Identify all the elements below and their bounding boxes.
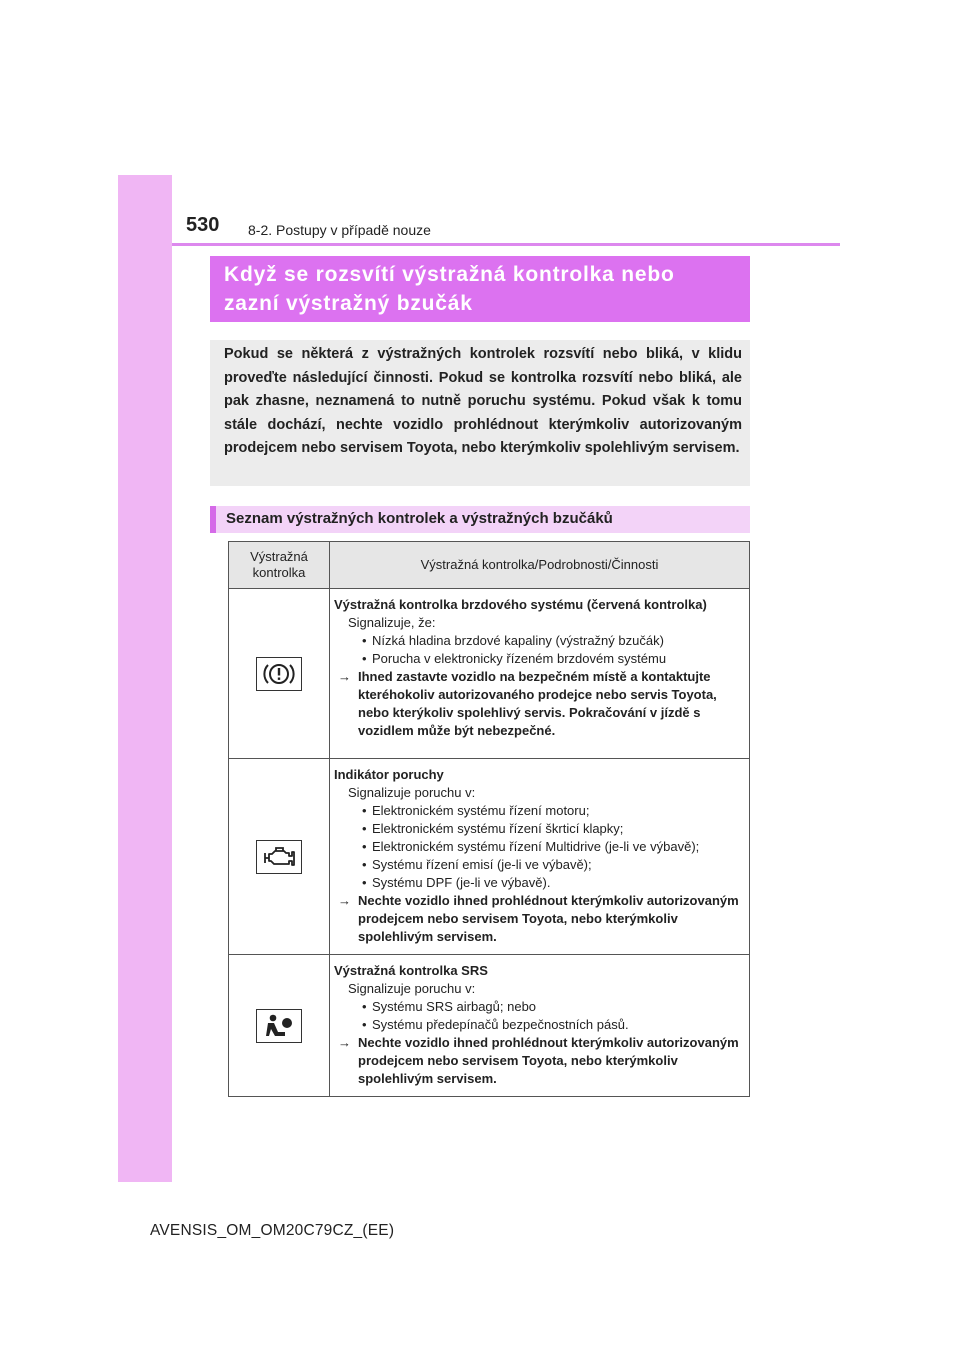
warning-action-text: Ihned zastavte vozidlo na bezpečném místě a kontaktujte kteréhokoliv autorizovaného prodejce nebo servis Toyota, nebo kterýkoliv spolehlivý servis. Pokračování v jízdě s vozidlem může být nebezpečné. (358, 669, 717, 738)
table-row (229, 759, 750, 955)
list-item: • Elektronickém systému řízení motoru; (362, 802, 747, 820)
list-item: • Systému řízení emisí (je-li ve výbavě); (362, 856, 747, 874)
arrow-icon: → (338, 893, 351, 908)
warning-bullets (334, 998, 747, 1034)
side-tab-strip (118, 175, 172, 1182)
warning-action-text: Nechte vozidlo ihned prohlédnout kterýmkoliv autorizovaným prodejcem nebo servisem Toyota, nebo kterýmkoliv spolehlivým servisem. (358, 893, 739, 944)
warning-action (334, 668, 747, 740)
warning-signal: Signalizuje poruchu v: (348, 785, 476, 800)
list-item: • Systému SRS airbagů; nebo (362, 998, 747, 1016)
arrow-icon: → (338, 1035, 351, 1050)
warning-title: Indikátor poruchy (334, 767, 444, 782)
table-header-row (229, 542, 750, 589)
document-code: AVENSIS_OM_OM20C79CZ_(EE) (150, 1222, 395, 1239)
warning-action (334, 1034, 747, 1088)
icon-cell (229, 759, 330, 955)
warning-bullets (334, 802, 747, 892)
arrow-icon: → (338, 669, 351, 684)
list-item: • Systému DPF (je-li ve výbavě). (362, 874, 747, 892)
list-item: • Nízká hladina brzdové kapaliny (výstražný bzučák) (362, 632, 747, 650)
column-header-icon: Výstražná kontrolka (229, 542, 330, 589)
brake-warning-icon (256, 657, 302, 691)
description-cell (330, 589, 750, 759)
section-breadcrumb: 8-2. Postupy v případě nouze (248, 222, 431, 238)
section-subheading: Seznam výstražných kontrolek a výstražných bzučáků (210, 506, 750, 533)
list-item: • Elektronickém systému řízení Multidrive (je-li ve výbavě); (362, 838, 747, 856)
warning-action-text: Nechte vozidlo ihned prohlédnout kterýmkoliv autorizovaným prodejcem nebo servisem Toyota, nebo kterýmkoliv spolehlivým servisem. (358, 1035, 739, 1086)
warning-action (334, 892, 747, 946)
engine-malfunction-icon (256, 840, 302, 874)
warning-signal: Signalizuje, že: (348, 615, 436, 630)
column-header-description: Výstražná kontrolka/Podrobnosti/Činnosti (330, 542, 750, 589)
list-item: • Systému předepínačů bezpečnostních pásů. (362, 1016, 747, 1034)
srs-airbag-icon (256, 1009, 302, 1043)
description-cell (330, 759, 750, 955)
warning-signal: Signalizuje poruchu v: (348, 981, 476, 996)
icon-cell (229, 589, 330, 759)
table-row (229, 589, 750, 759)
table-row (229, 955, 750, 1097)
warning-title: Výstražná kontrolka SRS (334, 963, 488, 978)
page-title: Když se rozsvítí výstražná kontrolka nebo zazní výstražný bzučák (210, 256, 750, 322)
list-item: • Elektronickém systému řízení škrticí klapky; (362, 820, 747, 838)
list-item: • Porucha v elektronicky řízeném brzdovém systému (362, 650, 747, 668)
intro-paragraph: Pokud se některá z výstražných kontrolek rozsvítí nebo bliká, v klidu proveďte následující činnosti. Pokud se kontrolka rozsvítí nebo bliká, ale pak zhasne, neznamená to nutně poruchu systému. Pokud však k tomu stále dochází, nechte vozidlo prohlédnout kterýmkoliv autorizovaným prodejcem nebo servisem Toyota, nebo kterýmkoliv spolehlivým servisem. (210, 340, 750, 486)
description-cell (330, 955, 750, 1097)
icon-cell (229, 955, 330, 1097)
warning-light-table (228, 541, 750, 1097)
warning-bullets (334, 632, 747, 668)
page-number: 530 (186, 214, 220, 236)
header-rule (172, 243, 840, 246)
warning-title: Výstražná kontrolka brzdového systému (červená kontrolka) (334, 597, 707, 612)
